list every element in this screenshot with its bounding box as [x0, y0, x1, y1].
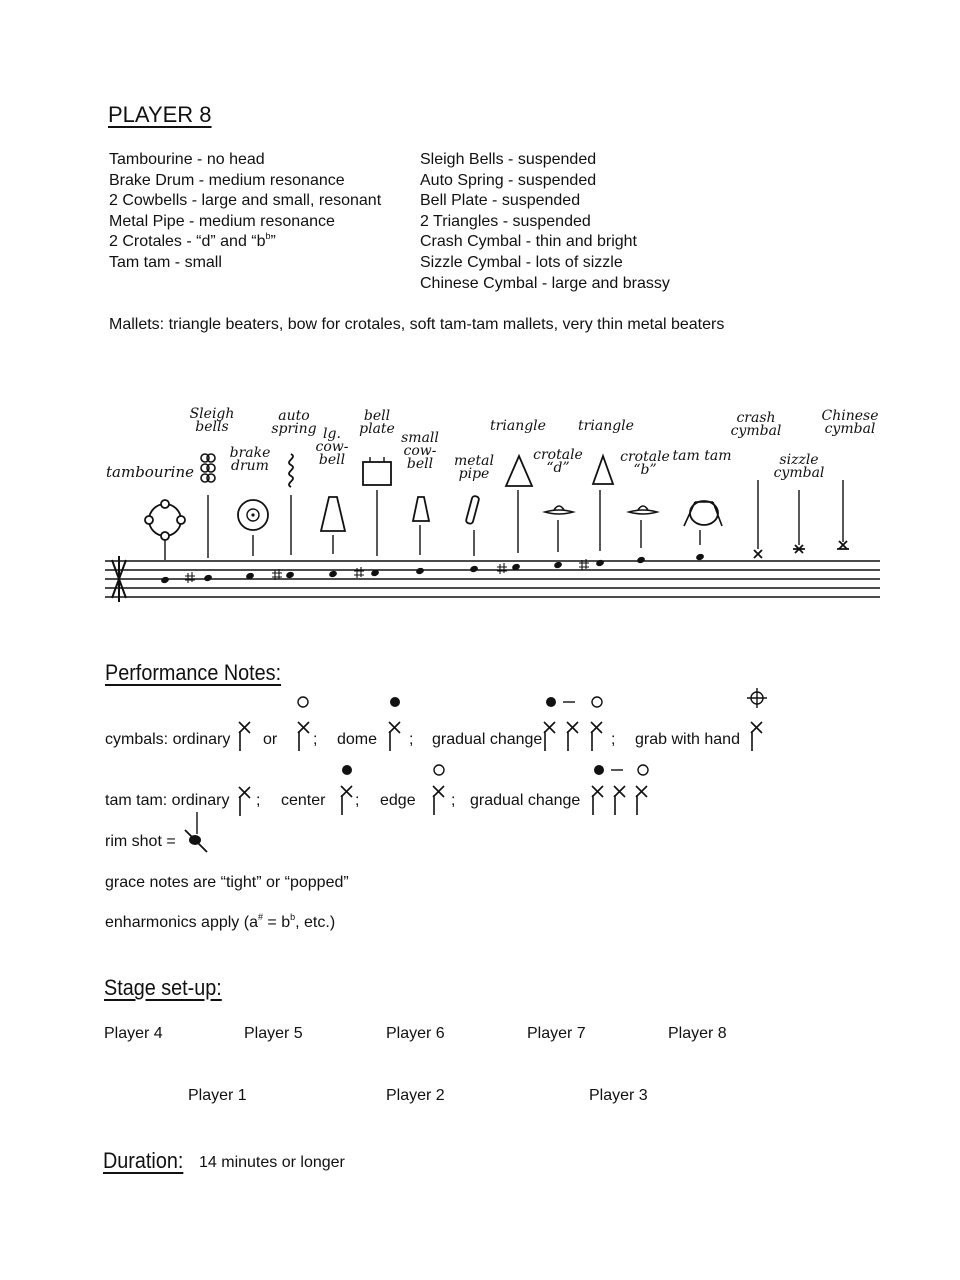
x-note-center-icon — [338, 760, 356, 820]
crotale-d-icon — [542, 500, 576, 520]
center-label: center — [281, 792, 326, 809]
instrument-line: Tam tam - small — [109, 253, 222, 271]
stage-setup-heading: Stage set-up: — [104, 975, 222, 1000]
mallets-text: Mallets: triangle beaters, bow for crotales, soft tam-tam mallets, very thin metal beaters — [109, 316, 725, 333]
crotale-b-icon — [626, 500, 660, 520]
label-auto-spring: auto spring — [271, 408, 317, 437]
label-brake-drum: brake drum — [229, 445, 271, 474]
brake-drum-icon — [235, 497, 271, 533]
instrument-line: 2 Cowbells - large and small, resonant — [109, 192, 382, 210]
small-cowbell-icon — [410, 494, 432, 524]
x-note-tamtam-ordinary-icon — [236, 783, 254, 819]
rim-shot-label: rim shot = — [105, 833, 176, 850]
or-text: or — [263, 731, 278, 748]
duration-value: 14 minutes or longer — [199, 1154, 345, 1171]
stage-player: Player 7 — [527, 1025, 586, 1042]
performance-notes-heading: Performance Notes: — [105, 660, 282, 685]
triangle-2-icon — [590, 453, 616, 487]
instrument-line: Bell Plate - suspended — [420, 192, 581, 210]
tambourine-icon — [140, 495, 190, 545]
instrument-list-left — [109, 150, 381, 274]
label-small-cowbell: small cow- bell — [401, 430, 439, 472]
x-note-grab-icon — [744, 686, 770, 758]
label-tam-tam: tam tam — [672, 448, 732, 464]
instrument-line-crotales: 2 Crotales - “d” and “$b^b$” — [109, 231, 276, 251]
page-title: PLAYER 8 — [108, 102, 212, 127]
gradual-change-label: gradual change — [470, 792, 581, 809]
rim-shot-icon — [182, 810, 212, 856]
grace-notes-text: grace notes are “tight” or “popped” — [105, 874, 349, 891]
instrument-line: Brake Drum - medium resonance — [109, 171, 345, 189]
auto-spring-icon — [282, 452, 300, 492]
cymbals-ordinary-label: cymbals: ordinary — [105, 731, 231, 748]
x-note-gradual-change-icon — [541, 694, 607, 754]
label-crotale-d: crotale “d” — [533, 447, 583, 476]
label-tambourine: tambourine — [106, 463, 194, 481]
instrument-list-right — [420, 150, 670, 294]
stage-player: Player 3 — [589, 1087, 648, 1104]
instrument-line: Crash Cymbal - thin and bright — [420, 233, 637, 251]
stage-player: Player 2 — [386, 1087, 445, 1104]
label-chinese-cymbal: Chinese cymbal — [821, 408, 879, 437]
x-note-ordinary-icon — [236, 718, 254, 754]
x-note-tamtam-gradual-icon — [589, 760, 655, 820]
semicolon: ; — [256, 792, 261, 809]
stage-player: Player 5 — [244, 1025, 303, 1042]
x-note-open-circle-icon — [295, 694, 313, 754]
duration-heading: Duration: — [103, 1148, 184, 1173]
instrument-line: Chinese Cymbal - large and brassy — [420, 274, 670, 292]
label-large-cowbell: lg. cow- bell — [315, 426, 349, 468]
instrument-line: Sleigh Bells - suspended — [420, 151, 597, 168]
instrument-line: Metal Pipe - medium resonance — [109, 212, 335, 230]
label-sizzle-cymbal: sizzle cymbal — [773, 452, 825, 481]
label-metal-pipe: metal pipe — [453, 453, 495, 482]
tamtam-ordinary-label: tam tam: ordinary — [105, 792, 230, 809]
label-crotale-b: crotale “b” — [620, 449, 670, 478]
x-note-dome-icon — [386, 694, 404, 754]
gradual-change-label: gradual change — [432, 731, 543, 748]
stage-player: Player 6 — [386, 1025, 445, 1042]
triangle-1-icon — [503, 453, 535, 489]
instrument-line: Auto Spring - suspended — [420, 171, 597, 189]
label-triangle-2: triangle — [578, 418, 634, 434]
edge-label: edge — [380, 792, 416, 809]
stage-player: Player 1 — [188, 1087, 247, 1104]
label-triangle-1: triangle — [490, 418, 546, 434]
dome-label: dome — [337, 731, 378, 748]
large-cowbell-icon — [318, 494, 348, 534]
stage-player: Player 8 — [668, 1025, 727, 1042]
enharmonics-text: enharmonics apply ($a^{\#} = b^b$, etc.) — [105, 912, 336, 931]
tam-tam-icon — [680, 490, 726, 530]
semicolon: ; — [451, 792, 456, 809]
label-crash-cymbal: crash cymbal — [730, 410, 782, 439]
instrument-line: Tambourine - no head — [109, 151, 265, 168]
semicolon: ; — [355, 792, 360, 809]
semicolon: ; — [611, 731, 616, 748]
label-sleigh-bells: Sleigh bells — [189, 406, 235, 435]
metal-pipe-icon — [462, 494, 484, 528]
semicolon: ; — [409, 731, 414, 748]
bell-plate-icon — [360, 455, 394, 489]
x-note-edge-icon — [430, 760, 448, 820]
stage-player: Player 4 — [104, 1025, 163, 1042]
instrument-line: Sizzle Cymbal - lots of sizzle — [420, 253, 623, 271]
instrument-line: 2 Triangles - suspended — [420, 212, 591, 230]
sleigh-bells-icon — [198, 450, 218, 490]
grab-with-hand-label: grab with hand — [635, 731, 740, 748]
semicolon: ; — [313, 731, 318, 748]
label-bell-plate: bell plate — [359, 408, 395, 437]
